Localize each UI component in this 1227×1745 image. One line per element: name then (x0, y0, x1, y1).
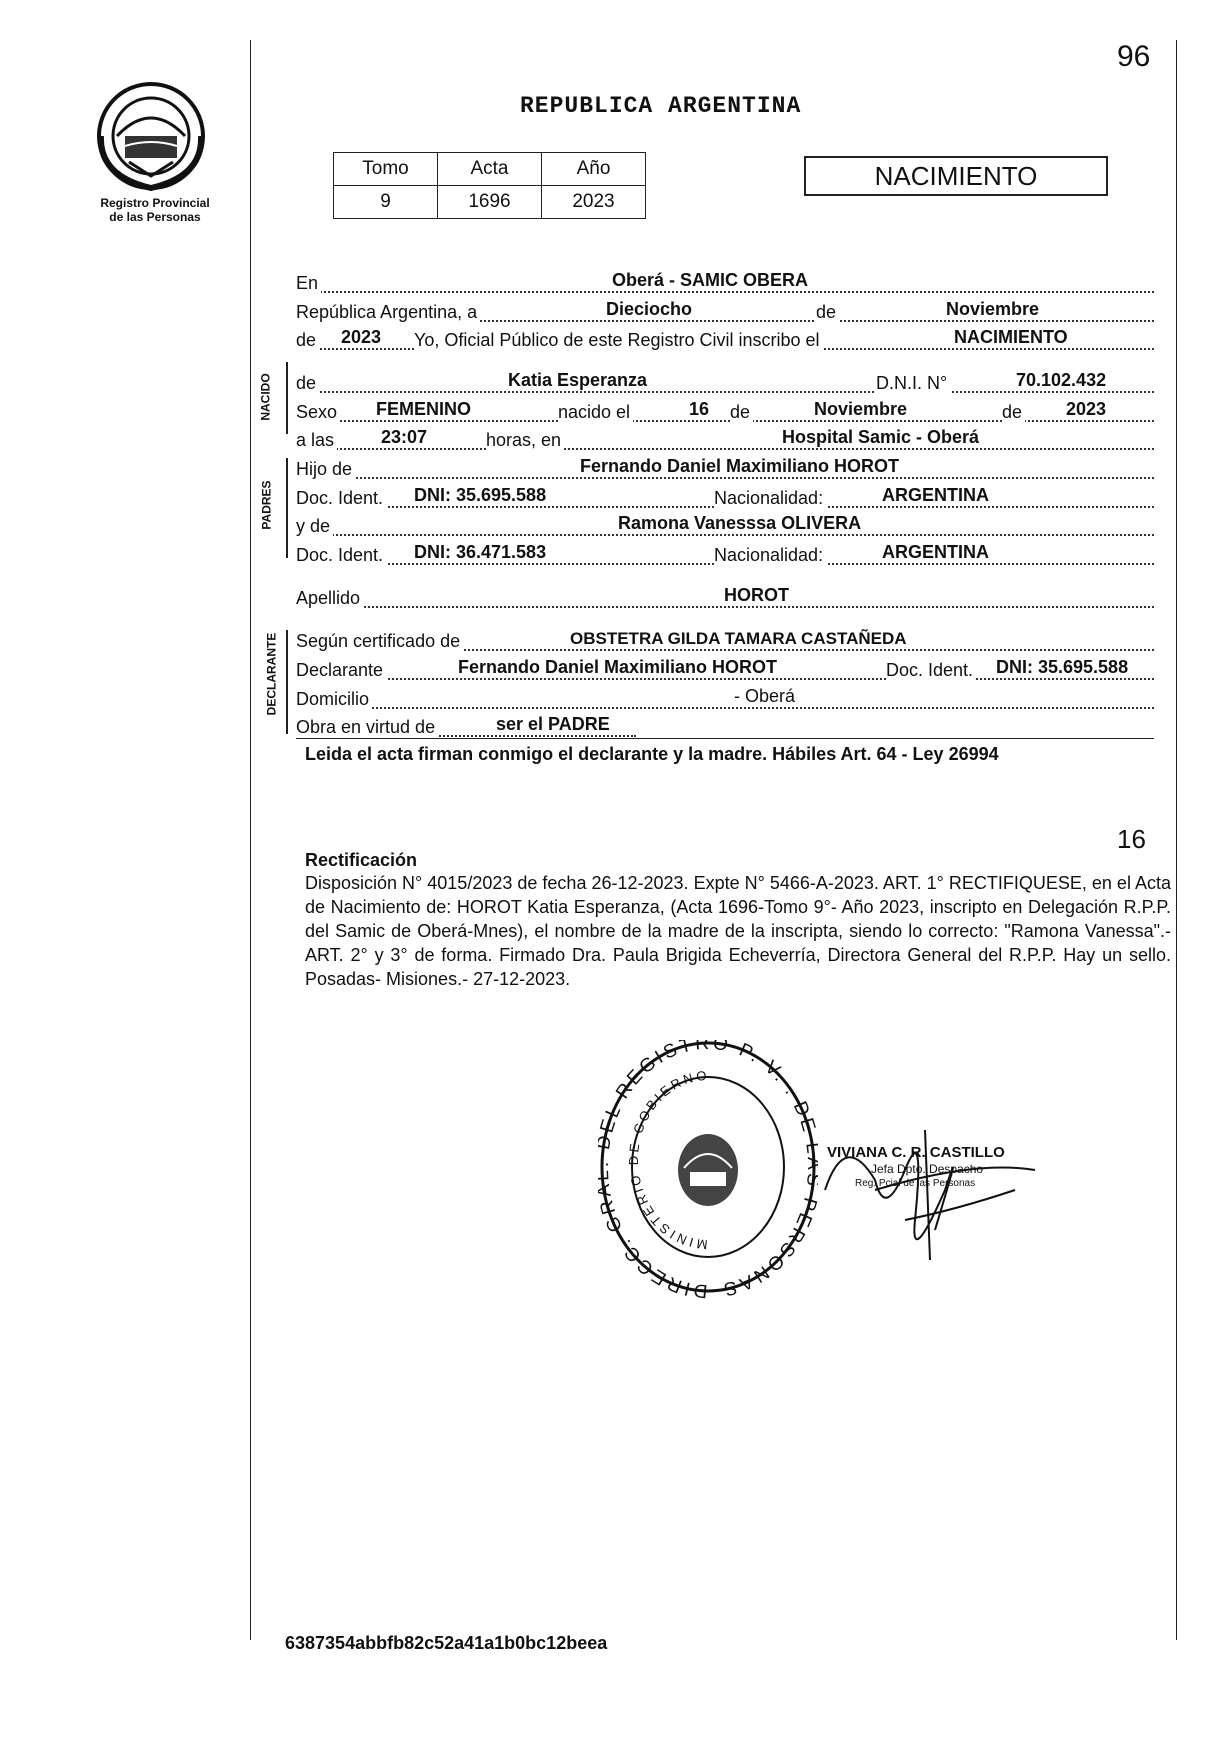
provincial-seal-logo (95, 80, 215, 197)
section-label-padres: PADRES (259, 480, 274, 530)
line-nombre (296, 368, 1154, 398)
right-margin-line (1176, 40, 1177, 1640)
label-de: de (296, 373, 319, 394)
table-header-tomo: Tomo (334, 153, 438, 186)
divider-tick (286, 362, 288, 434)
label-de: de (296, 330, 319, 351)
document-title: REPUBLICA ARGENTINA (520, 93, 802, 119)
label-republica: República Argentina, a (296, 302, 480, 323)
value-madre-dni: DNI: 36.471.583 (414, 542, 547, 562)
label-horas-en: horas, en (486, 430, 564, 451)
value-declarante-dni: DNI: 35.695.588 (996, 657, 1129, 677)
line-declarante (296, 655, 1154, 685)
label-apellido: Apellido (296, 588, 363, 609)
label-nacionalidad: Nacionalidad: (714, 545, 826, 566)
value-mes: Noviembre (946, 299, 1040, 319)
label-a-las: a las (296, 430, 337, 451)
label-de: de (730, 402, 753, 423)
label-de: de (816, 302, 839, 323)
table-header-anio: Año (542, 153, 646, 186)
label-declarante: Declarante (296, 660, 386, 681)
rectification-number: 16 (1117, 824, 1146, 854)
line-padre (296, 454, 1154, 484)
table-header-acta: Acta (438, 153, 542, 186)
value-dia: Dieciocho (606, 299, 693, 319)
label-nacido-el: nacido el (558, 402, 633, 423)
value-madre: Ramona Vanesssa OLIVERA (618, 513, 862, 533)
page-number: 96 (1117, 40, 1151, 73)
left-margin-line (250, 40, 251, 1640)
line-certificado (296, 626, 1154, 656)
line-apellido (296, 583, 1154, 613)
value-anio: 2023 (341, 327, 382, 347)
line-sexo (296, 397, 1154, 427)
table-value-tomo: 9 (334, 186, 438, 219)
rectification-title: Rectificación (305, 850, 418, 870)
value-obra: ser el PADRE (496, 714, 610, 734)
closing-statement: Leida el acta firman conmigo el declarante y la madre. Hábiles Art. 64 - Ley 26994 (305, 744, 999, 764)
table-value-anio: 2023 (542, 186, 646, 219)
value-dia-nacimiento: 16 (689, 399, 710, 419)
divider-tick (286, 458, 288, 558)
value-certificado: OBSTETRA GILDA TAMARA CASTAÑEDA (570, 629, 907, 648)
label-en: En (296, 273, 321, 294)
value-tipo: NACIMIENTO (954, 327, 1068, 347)
value-padre-nacionalidad: ARGENTINA (882, 485, 989, 505)
value-dni: 70.102.432 (1016, 370, 1107, 390)
line-madre (296, 511, 1154, 541)
value-declarante: Fernando Daniel Maximiliano HOROT (458, 657, 778, 677)
line-padre-doc (296, 483, 1154, 513)
line-anio (296, 325, 1154, 355)
value-sexo: FEMENINO (376, 399, 472, 419)
record-table (333, 152, 646, 219)
signature (815, 1070, 1065, 1275)
label-segun-certificado: Según certificado de (296, 631, 463, 652)
value-lugar: Oberá - SAMIC OBERA (612, 270, 809, 290)
line-en (296, 268, 1154, 298)
value-nombre: Katia Esperanza (508, 370, 648, 390)
document-hash: 6387354abbfb82c52a41a1b0bc12beea (285, 1633, 608, 1653)
signature-org: Reg. Pcial de las Personas (855, 1178, 976, 1189)
stamp-outer-text: DIRECC. G EL REGISTRO P. V. . DE ERSONAS (598, 1040, 818, 1300)
signature-role: Jefa Dpto. Despacho (871, 1162, 984, 1176)
label-de: de (1002, 402, 1025, 423)
line-domicilio (296, 684, 1154, 714)
value-madre-nacionalidad: ARGENTINA (882, 542, 989, 562)
line-republica (296, 297, 1154, 327)
section-label-declarante: DECLARANTE (264, 632, 279, 716)
rectification-body: Disposición N° 4015/2023 de fecha 26-12-2023. Expte N° 5466-A-2023. ART. 1° RECTIFIQUESE, en el Acta de Nacimiento de: HOROT Katia Esperanza, (Acta 1696-Tomo 9°- Año 2023, inscripto en Delegación R.P.P. del Samic de Oberá-Mnes), el nombre de la madre de la inscripta, siendo lo correcto: "Ramona Vanessa".- ART. 2° y 3° de forma. Firmado Dra. Paula Brigida Echeverría, Directora General del R.P.P. Hay un sello. Posadas- Misiones.- 27-12-2023. (305, 873, 1171, 989)
value-lugar-nacimiento: Hospital Samic - Oberá (782, 427, 980, 447)
label-oficial: Yo, Oficial Público de este Registro Civil inscribo el (414, 330, 823, 351)
registry-label-line2: de las Personas (109, 210, 201, 224)
label-hijo-de: Hijo de (296, 459, 355, 480)
value-mes-nacimiento: Noviembre (814, 399, 908, 419)
registry-label (80, 196, 230, 224)
official-stamp (598, 1040, 818, 1305)
line-hora (296, 425, 1154, 455)
line-madre-doc (296, 540, 1154, 570)
value-domicilio: - Oberá (734, 686, 796, 706)
value-hora: 23:07 (381, 427, 428, 447)
label-domicilio: Domicilio (296, 689, 372, 710)
label-dni: D.N.I. N° (876, 373, 950, 394)
label-doc-ident: Doc. Ident. (296, 488, 386, 509)
value-padre-dni: DNI: 35.695.588 (414, 485, 547, 505)
label-nacionalidad: Nacionalidad: (714, 488, 826, 509)
label-obra-en-virtud: Obra en virtud de (296, 717, 438, 738)
label-doc-ident: Doc. Ident. (296, 545, 386, 566)
record-type-box: NACIMIENTO (804, 156, 1108, 196)
label-sexo: Sexo (296, 402, 340, 423)
signature-name: VIVIANA C. R. CASTILLO (827, 1144, 1005, 1161)
value-padre: Fernando Daniel Maximiliano HOROT (580, 456, 900, 476)
registry-label-line1: Registro Provincial (100, 196, 210, 210)
divider-line (296, 738, 1154, 739)
value-anio-nacimiento: 2023 (1066, 399, 1107, 419)
stamp-inner-text: MINISTERIO DE GOBIERNO (625, 1067, 710, 1253)
table-value-acta: 1696 (438, 186, 542, 219)
label-y-de: y de (296, 516, 333, 537)
value-apellido: HOROT (724, 585, 789, 605)
section-label-nacido: NACIDO (258, 373, 273, 421)
divider-tick (286, 630, 288, 734)
label-doc-ident: Doc. Ident. (886, 660, 976, 681)
